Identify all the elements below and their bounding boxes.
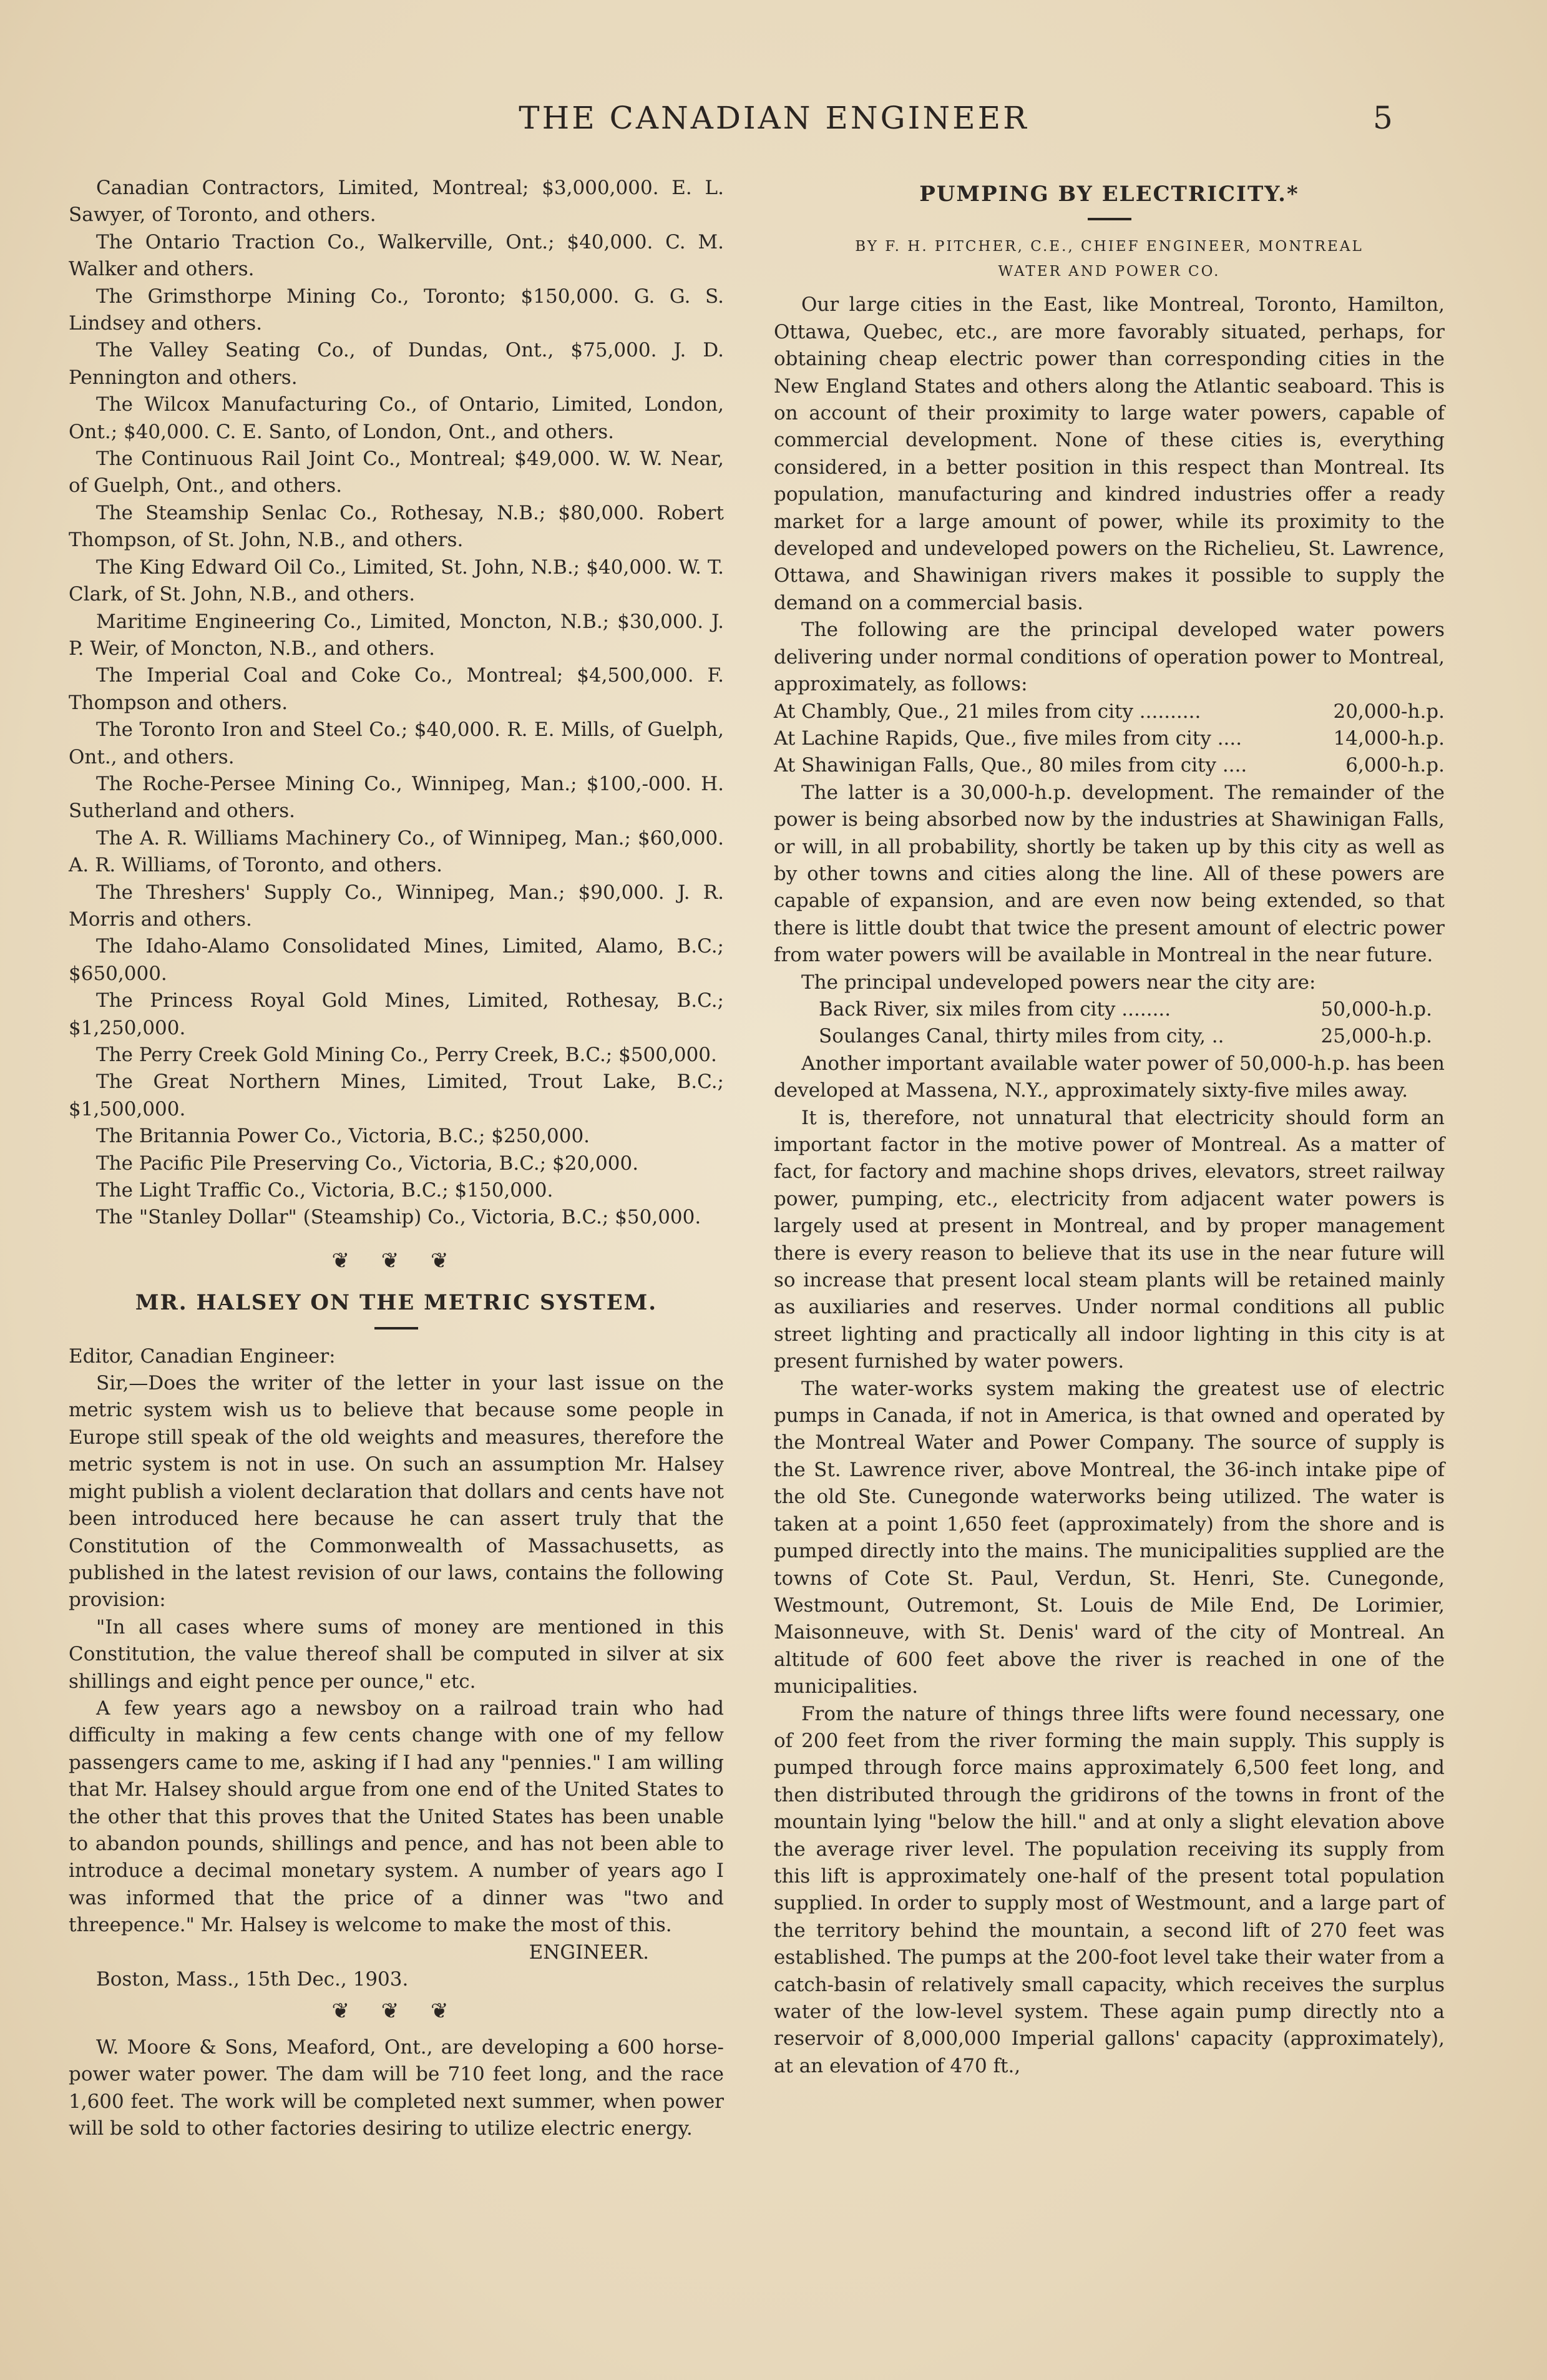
letter-salutation: Editor, Canadian Engineer: xyxy=(69,1344,336,1368)
power-place: Back River, six miles from city ........ xyxy=(819,997,1171,1021)
byline-line: WATER AND POWER CO. xyxy=(998,263,1221,280)
company-entry: The Grimsthorpe Mining Co., Toronto; $150,000. G. G. S. Lindsey and others. xyxy=(69,285,724,335)
letter-paragraph: A few years ago a newsboy on a railroad train who had difficulty in making a few cents change with one of my fellow passengers came to me, asking if I had any "pennies." I am willing that Mr. Halsey should argue from one end of the United States to the other that this proves that the United States has been unable to abandon pounds, shillings and pence, and has not been able to introduce a decimal monetary system. A number of years ago I was informed that the price of a dinner was "two and threepence." Mr. Halsey is welcome to make the most of this. xyxy=(69,1697,724,1937)
article-paragraph: The following are the principal developed water powers delivering under normal conditions of operation power to Montreal, approximately, as follows: xyxy=(774,619,1445,696)
company-entry: The Perry Creek Gold Mining Co., Perry Creek, B.C.; $500,000. xyxy=(96,1044,717,1066)
letter-dateline: Boston, Mass., 15th Dec., 1903. xyxy=(96,1968,409,1991)
article-title-pumping: PUMPING BY ELECTRICITY.* xyxy=(919,182,1299,207)
letter-paragraph: Sir,—Does the writer of the letter in your last issue on the metric system wish us to believe that because some people in Europe still speak of the old weights and measures, therefore the metric system is not in use. On such an assumption Mr. Halsey might publish a violent declaration that dollars and cents have not been introduced here because he can assert truly that the Constitution of the Commonwealth of Massachusetts, as published in the latest revision of our laws, contains the following provision: xyxy=(69,1372,724,1612)
letter-signature: ENGINEER. xyxy=(529,1941,649,1964)
page-number: 5 xyxy=(1373,100,1393,136)
power-place: At Chambly, Que., 21 miles from city .......... xyxy=(774,700,1201,723)
power-row xyxy=(774,698,1445,725)
article-paragraph: The latter is a 30,000-h.p. development. The remainder of the power is being absorbed now by the industries at Shawinigan Falls, or will, in all probability, shortly be taken up by this city as well as by other towns and cities along the line. All of these powers are capable of expansion, and are even now being extended, so that there is little doubt that twice the present amount of electric power from water powers will be available in Montreal in the near future. xyxy=(774,781,1445,967)
company-entry: The Threshers' Supply Co., Winnipeg, Man.; $90,000. J. R. Morris and others. xyxy=(69,881,724,931)
power-row xyxy=(774,1023,1445,1050)
letter-signature-row xyxy=(69,1939,724,1966)
power-value: 6,000-h.p. xyxy=(1345,754,1445,777)
left-column xyxy=(69,175,724,2142)
power-row xyxy=(774,752,1445,779)
article-paragraph: It is, therefore, not unnatural that electricity should form an important factor in the motive power of Montreal. As a matter of fact, for factory and machine shops drives, elevators, street railway power, pumping, etc., electricity from adjacent water powers is largely used at present in Montreal, and by proper management there is every reason to believe that its use in the near future will so increase that present local steam plants will be retained mainly as auxiliaries and reserves. Under normal conditions all public street lighting and practically all indoor lighting in this city is at present furnished by water powers. xyxy=(774,1106,1445,1373)
power-row xyxy=(774,725,1445,752)
company-list xyxy=(69,175,724,1232)
power-row xyxy=(774,996,1445,1023)
company-entry: Maritime Engineering Co., Limited, Moncton, N.B.; $30,000. J. P. Weir, of Moncton, N.B., and others. xyxy=(69,610,724,660)
byline-line: BY F. H. PITCHER, C.E., CHIEF ENGINEER, MONTREAL xyxy=(855,238,1364,255)
company-entry: The Wilcox Manufacturing Co., of Ontario, Limited, London, Ont.; $40,000. C. E. Santo, of London, Ont., and others. xyxy=(69,393,724,443)
article-paragraph: Another important available water power of 50,000-h.p. has been developed at Massena, N.Y., approximately sixty-five miles away. xyxy=(774,1052,1445,1102)
company-entry: The Steamship Senlac Co., Rothesay, N.B.; $80,000. Robert Thompson, of St. John, N.B., and others. xyxy=(69,501,724,552)
section-ornament: ❦ ❦ ❦ xyxy=(331,1248,461,1273)
letter-paragraph: "In all cases where sums of money are mentioned in this Constitution, the value thereof shall be computed in silver at six shillings and eight pence per ounce," etc. xyxy=(69,1615,724,1693)
title-rule xyxy=(374,1327,418,1330)
power-value: 50,000-h.p. xyxy=(1320,997,1432,1021)
company-entry: The Imperial Coal and Coke Co., Montreal; $4,500,000. F. Thompson and others. xyxy=(69,664,724,714)
company-entry: The Toronto Iron and Steel Co.; $40,000. R. E. Mills, of Guelph, Ont., and others. xyxy=(69,718,724,768)
company-entry: The Light Traffic Co., Victoria, B.C.; $150,000. xyxy=(96,1179,554,1202)
article-paragraph: The principal undeveloped powers near the city are: xyxy=(801,971,1316,994)
developed-powers-table xyxy=(774,698,1445,780)
power-value: 20,000-h.p. xyxy=(1333,700,1445,723)
running-head: THE CANADIAN ENGINEER xyxy=(519,100,1029,136)
article-paragraph: From the nature of things three lifts were found necessary, one of 200 feet from the river forming the main supply. This supply is pumped through force mains approximately 6,500 feet long, and then distributed through the gridirons of the towns in front of the mountain lying "below the hill." and at only a slight elevation above the average river level. The population receiving its supply from this lift is approximately one-half of the present total population supplied. In order to supply most of Westmount, and a large part of the territory behind the mountain, a second lift of 270 feet was established. The pumps at the 200-foot level take their water from a catch-basin of relatively small capacity, which receives the surplus water of the low-level system. These again pump directly nto a reservoir of 8,000,000 Imperial gallons' capacity (approximately), at an elevation of 470 ft., xyxy=(774,1702,1445,2077)
company-entry: The King Edward Oil Co., Limited, St. John, N.B.; $40,000. W. T. Clark, of St. John, N.B., and others. xyxy=(69,556,724,606)
article-paragraph: Our large cities in the East, like Montreal, Toronto, Hamilton, Ottawa, Quebec, etc., are more favorably situated, perhaps, for obtaining cheap electric power than corresponding cities in the New England States and others along the Atlantic seaboard. This is on account of their proximity to large water powers, capable of commercial development. None of these cities is, everything considered, in a better position in this respect than Montreal. Its population, manufacturing and kindred industries offer a ready market for a large amount of power, while its proximity to the developed and undeveloped powers on the Richelieu, St. Lawrence, Ottawa, and Shawinigan rivers makes it possible to supply the demand on a commercial basis. xyxy=(774,293,1445,614)
company-entry: The "Stanley Dollar" (Steamship) Co., Victoria, B.C.; $50,000. xyxy=(96,1206,701,1229)
company-entry: The Continuous Rail Joint Co., Montreal; $49,000. W. W. Near, of Guelph, Ont., and others. xyxy=(69,448,724,497)
news-item-moore: W. Moore & Sons, Meaford, Ont., are developing a 600 horse-power water power. The dam will be 710 feet long, and the race 1,600 feet. The work will be completed next summer, when power will be sold to other factories desiring to utilize electric energy. xyxy=(69,2035,724,2140)
company-entry: The Pacific Pile Preserving Co., Victoria, B.C.; $20,000. xyxy=(96,1152,639,1175)
article-byline xyxy=(774,234,1445,284)
power-value: 14,000-h.p. xyxy=(1333,727,1445,750)
article-title-halsey: MR. HALSEY ON THE METRIC SYSTEM. xyxy=(135,1290,658,1316)
company-entry: The Great Northern Mines, Limited, Trout Lake, B.C.; $1,500,000. xyxy=(69,1070,724,1120)
section-ornament: ❦ ❦ ❦ xyxy=(331,1999,461,2024)
power-place: At Lachine Rapids, Que., five miles from city .... xyxy=(774,727,1242,750)
company-entry: The Roche-Persee Mining Co., Winnipeg, Man.; $100,-000. H. Sutherland and others. xyxy=(69,772,724,823)
power-value: 25,000-h.p. xyxy=(1320,1025,1432,1048)
power-place: Soulanges Canal, thirty miles from city, .. xyxy=(819,1025,1224,1048)
company-entry: The Valley Seating Co., of Dundas, Ont., $75,000. J. D. Pennington and others. xyxy=(69,339,724,389)
undeveloped-powers-table xyxy=(774,996,1445,1050)
article-paragraph: The water-works system making the greatest use of electric pumps in Canada, if not in America, is that owned and operated by the Montreal Water and Power Company. The source of supply is the St. Lawrence river, above Montreal, the 36-inch intake pipe of the old Ste. Cunegonde waterworks being utilized. The water is taken at a point 1,650 feet (approximately) from the shore and is pumped directly into the mains. The municipalities supplied are the towns of Cote St. Paul, Verdun, St. Henri, Ste. Cunegonde, Westmount, Outremont, St. Louis de Mile End, De Lorimier, Maisonneuve, with St. Denis' ward of the city of Montreal. An altitude of 600 feet above the river is reached in one of the municipalities. xyxy=(774,1377,1445,1698)
company-entry: The A. R. Williams Machinery Co., of Winnipeg, Man.; $60,000. A. R. Williams, of Toronto, and others. xyxy=(69,826,724,877)
company-entry: The Ontario Traction Co., Walkerville, Ont.; $40,000. C. M. Walker and others. xyxy=(69,230,724,281)
company-entry: The Britannia Power Co., Victoria, B.C.; $250,000. xyxy=(96,1125,590,1148)
power-place: At Shawinigan Falls, Que., 80 miles from city .... xyxy=(774,754,1247,777)
company-entry: The Idaho-Alamo Consolidated Mines, Limited, Alamo, B.C.; $650,000. xyxy=(69,935,724,985)
company-entry: Canadian Contractors, Limited, Montreal; $3,000,000. E. L. Sawyer, of Toronto, and others. xyxy=(69,177,724,227)
company-entry: The Princess Royal Gold Mines, Limited, Rothesay, B.C.; $1,250,000. xyxy=(69,989,724,1039)
right-column xyxy=(774,175,1445,2080)
title-rule xyxy=(1088,218,1131,220)
